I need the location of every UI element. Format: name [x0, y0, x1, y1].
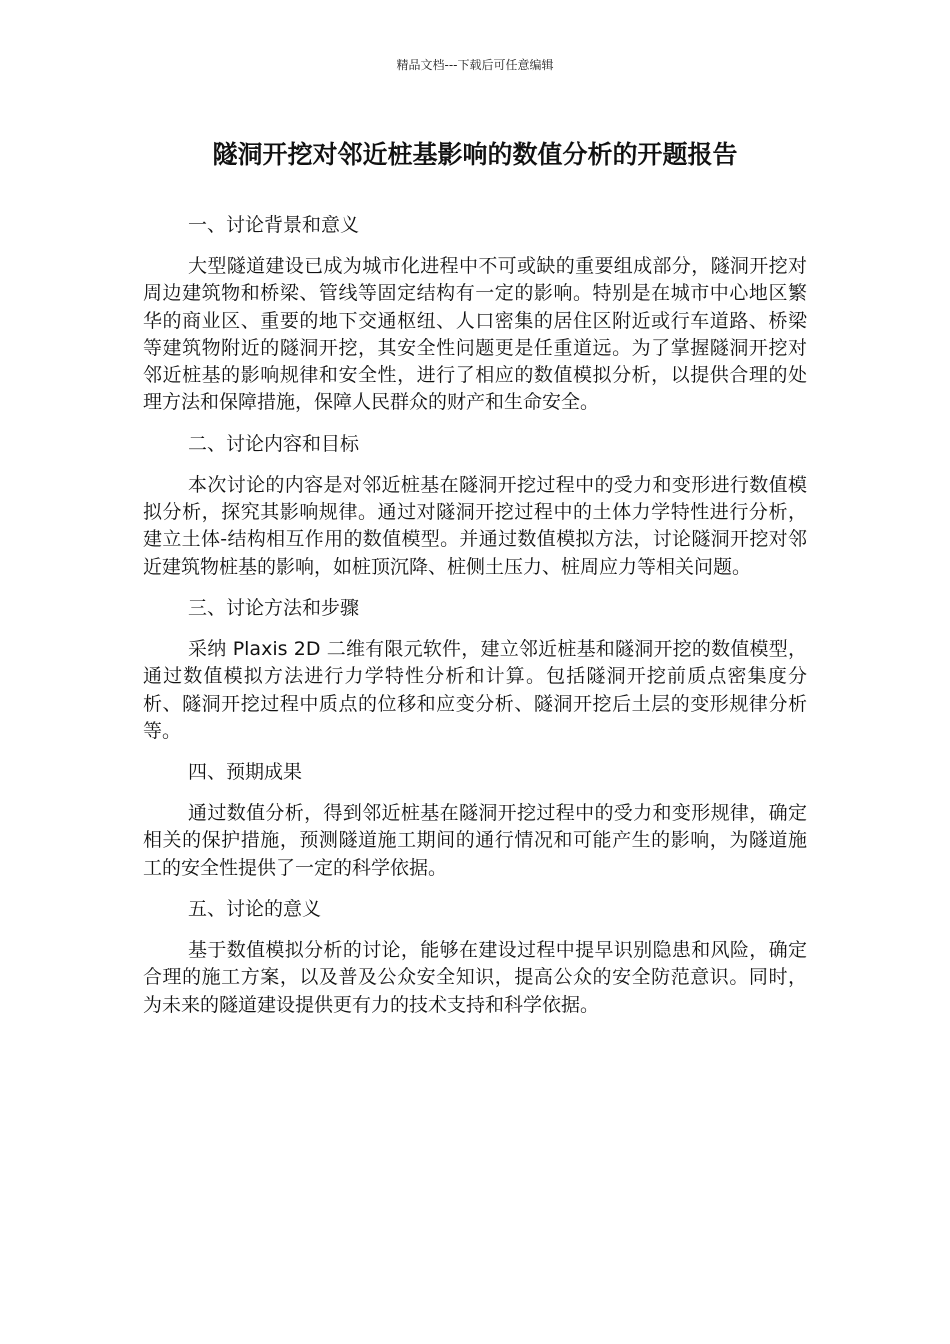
page-header: 精品文档---下载后可任意编辑: [396, 58, 554, 72]
section-heading: 一、讨论背景和意义: [188, 214, 360, 236]
section-significance: [143, 896, 807, 1019]
section-background: [143, 212, 807, 417]
section-heading: 五、讨论的意义: [188, 898, 322, 921]
section-expected-results: [143, 759, 807, 882]
section-paragraph: 基于数值模拟分析的讨论，能够在建设过程中提早识别隐患和风险，确定合理的施工方案，以及普及公众安全知识，提高公众的安全防范意识。同时，为未来的隧道建设提供更有力的技术支持和科学依据。: [143, 939, 807, 1016]
section-paragraph: 通过数值分析，得到邻近桩基在隧洞开挖过程中的受力和变形规律，确定相关的保护措施，预测隧道施工期间的通行情况和可能产生的影响，为隧道施工的安全性提供了一定的科学依据。: [143, 802, 807, 879]
section-heading: 二、讨论内容和目标: [188, 432, 360, 455]
section-heading: 三、讨论方法和步骤: [188, 596, 360, 619]
section-paragraph: 大型隧道建设已成为城市化进程中不可或缺的重要组成部分，隧洞开挖对周边建筑物和桥梁、管线等固定结构有一定的影响。特别是在城市中心地区繁华的商业区、重要的地下交通枢纽、人口密集的居住区附近或行车道路、桥梁等建筑物附近的隧洞开挖，其安全性问题更是任重道远。为了掌握隧洞开挖对邻近桩基的影响规律和安全性，进行了相应的数值模拟分析，以提供合理的处理方法和保障措施，保障人民群众的财产和生命安全。: [143, 255, 807, 414]
section-heading: 四、预期成果: [188, 761, 303, 784]
document-title: 隧洞开挖对邻近桩基影响的数值分析的开题报告: [212, 140, 738, 169]
section-methods: [143, 595, 807, 745]
section-content-goals: [143, 431, 807, 581]
section-paragraph: 本次讨论的内容是对邻近桩基在隧洞开挖过程中的受力和变形进行数值模拟分析，探究其影响规律。通过对隧洞开挖过程中的土体力学特性进行分析，建立土体-结构相互作用的数值模型。并通过数值模拟方法，讨论隧洞开挖对邻近建筑物桩基的影响，如桩顶沉降、桩侧土压力、桩周应力等相关问题。: [143, 473, 807, 578]
section-paragraph: 采纳 Plaxis 2D 二维有限元软件，建立邻近桩基和隧洞开挖的数值模型，通过数值模拟方法进行力学特性分析和计算。包括隧洞开挖前质点密集度分析、隧洞开挖过程中质点的位移和应变分析、隧洞开挖后土层的变形规律分析等。: [143, 637, 807, 742]
document-body: [143, 212, 807, 1033]
